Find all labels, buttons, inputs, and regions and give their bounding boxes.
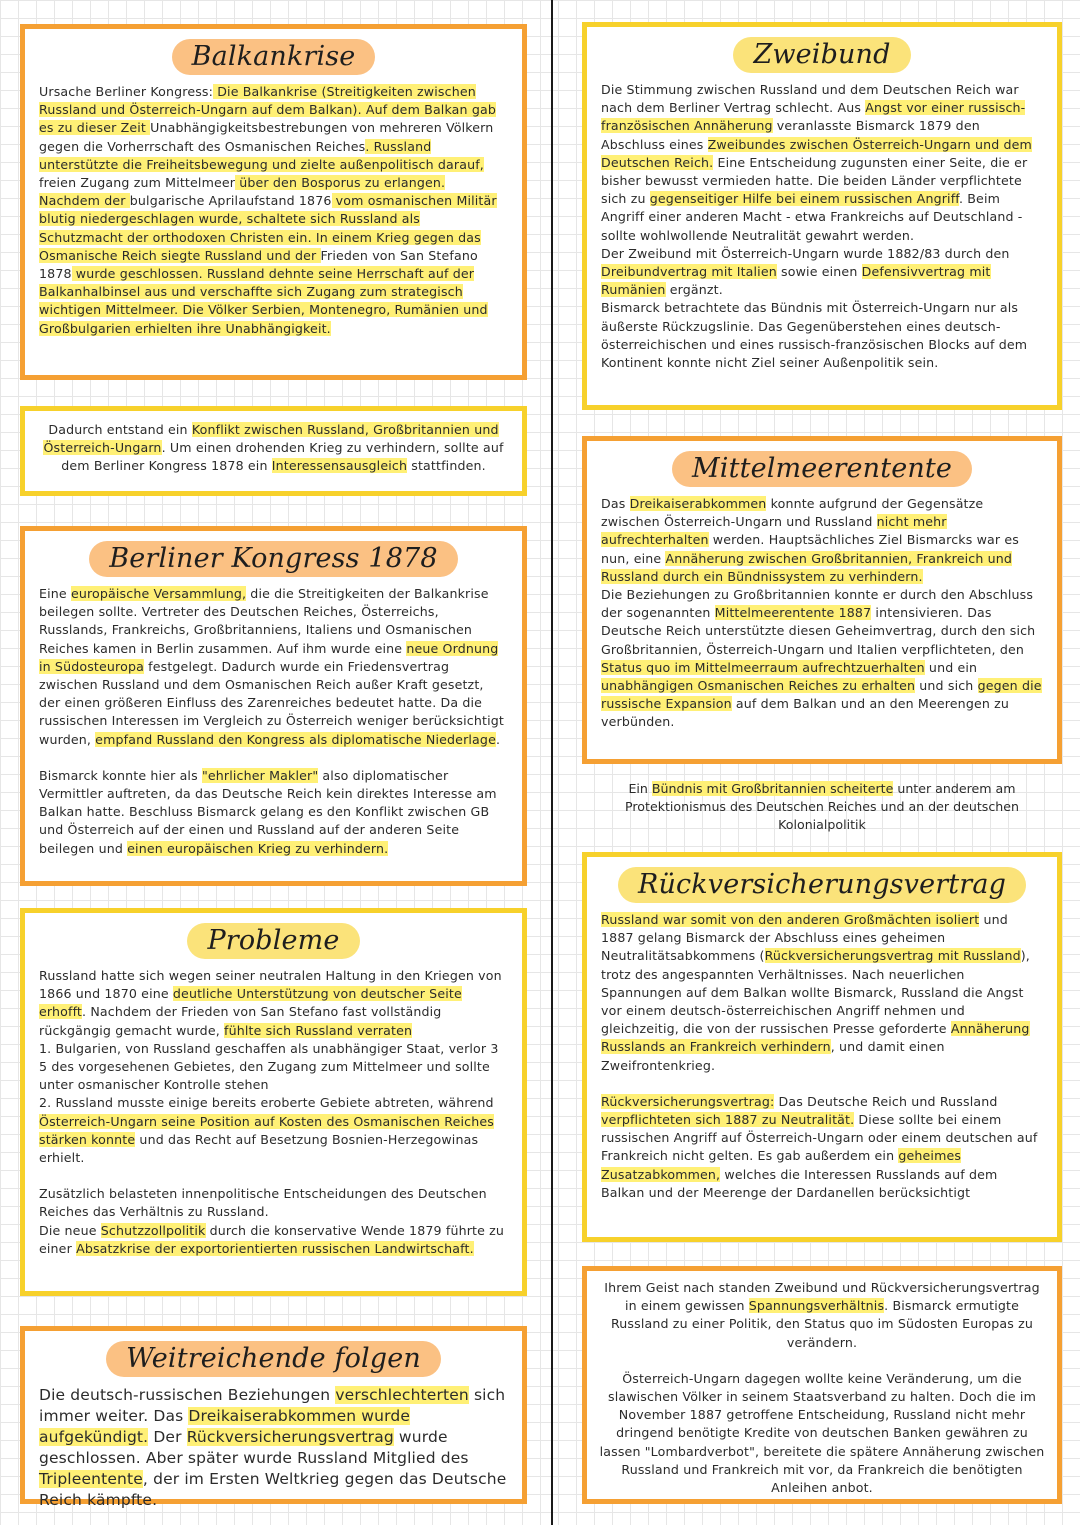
highlight: empfand Russland den Kongress als diplomatische Niederlage <box>95 731 496 747</box>
card-text <box>39 1222 508 1258</box>
highlight: Rückversicherungsvertrag mit Russland <box>764 948 1021 964</box>
highlight: Rückversicherungsvertrag: <box>601 1093 775 1109</box>
text-segment: Eine <box>39 586 71 601</box>
highlight: "ehrlicher Makler" <box>201 767 319 783</box>
highlight: neue Ordnung in Südosteuropa <box>39 640 499 674</box>
text-segment: bulgarische Aprilaufstand 1876 <box>129 193 332 209</box>
text-segment: . Bismarck ermutigte Russland zu einer Politik, den Status quo im Südosten Europas zu verändern. <box>610 1298 1034 1350</box>
center-divider <box>551 0 553 1525</box>
note-buendnis <box>600 780 1044 835</box>
highlight: Schutzzollpolitik <box>100 1222 206 1238</box>
highlight: . Russland unterstützte die Freiheitsbewegung und zielte außenpolitisch darauf, <box>39 138 484 172</box>
text-segment: Ursache Berliner Kongress: <box>39 84 214 99</box>
text-segment: stattfinden. <box>407 458 486 474</box>
text-segment: Russland hatte sich wegen seiner neutralen Haltung in den Kriegen von 1866 und 1870 eine <box>39 968 502 1002</box>
text-segment: Der Zweibund mit Österreich-Ungarn wurde 1882/83 durch den <box>601 245 1010 261</box>
text-segment: Der <box>148 1428 187 1446</box>
text-segment: Unabhängigkeitsbestrebungen von mehreren Völkern gegen die Vorherrschaft des Osmanischen Reiches <box>39 120 494 154</box>
highlight: wurde geschlossen. Russland dehnte seine Herrschaft auf der Balkanhalbinsel aus und verschaffte sich Zugang zum strategisch wichtigen Mittelmeer. Die Völker Serbien, Montenegro, Rumänien und Großbulgarien erhielten ihre Unabhängigkeit. <box>39 266 488 336</box>
card-title: Weitreichende folgen <box>106 1341 441 1377</box>
highlight: Angst vor einer russisch-französischen Annäherung <box>601 100 1026 134</box>
text-segment: also diplomatischer Vermittler auftreten, da das Deutsche Reich kein direktes Interesse am Balkan hatte. Beschluss Bismarck gelang es den Konflikt zwischen GB und Österreich auf der einen und Russland auf der anderen Seite beilegen und <box>39 767 497 856</box>
text-segment: , und damit einen Zweifrontenkrieg. <box>601 1039 945 1073</box>
text-segment: . Um einen drohenden Krieg zu verhindern, sollte auf dem Berliner Kongress 1878 ein <box>61 440 504 474</box>
card-text <box>39 1094 508 1167</box>
text-segment: und sich <box>915 678 978 694</box>
text-segment: wurde geschlossen. Aber später wurde Russland Mitglied des <box>39 1428 469 1467</box>
highlight: Annäherung Russlands an Frankreich verhindern <box>601 1021 1030 1055</box>
card-title: Mittelmeerentente <box>672 451 972 487</box>
text-segment: Die Stimmung zwischen Russland und dem Deutschen Reich war nach dem Berliner Vertrag schlecht. Aus <box>601 82 1019 116</box>
text-segment: durch die konservative Wende 1879 führte zu einer <box>39 1222 505 1256</box>
highlight: unabhängigen Osmanischen Reiches zu erhalten <box>601 678 916 694</box>
text-segment: unter anderem am Protektionismus des Deutschen Reiches und an der deutschen Kolonialpolitik <box>625 781 1019 833</box>
text-segment: konnte aufgrund der Gegensätze zwischen Österreich-Ungarn und Russland <box>601 496 984 530</box>
text-segment: Die Beziehungen zu Großbritannien konnte er durch den Abschluss der sogenannten <box>601 587 1034 621</box>
highlight: deutliche Unterstützung von deutscher Seite erhofft <box>39 986 462 1020</box>
card-geist <box>582 1266 1062 1504</box>
card-text <box>39 967 508 1040</box>
highlight: vom osmanischen Militär blutig niedergeschlagen wurde, schaltete sich Russland als Schutzmacht der orthodoxen Christen ein. In einem Krieg gegen das Osmanische Reich siegte Russland und der <box>39 193 497 263</box>
text-segment: ), trotz des angespannten Verhältnisses. Nach neuerlichen Spannungen auf dem Balkan wollte Bismarck, Russland die Angst vor einem deutsch-österreichischen Angriff nehmen und gleichzeitig, die von der russischen Presse geforderte <box>601 948 1030 1037</box>
text-segment: Eine Entscheidung zugunsten einer Seite, die er bisher bewusst vermieden hatte. Die beiden Länder verpflichtete sich zu <box>601 154 1028 207</box>
card-rueckversicherungsvertrag <box>582 852 1062 1242</box>
card-text <box>39 83 508 338</box>
highlight: fühlte sich Russland verraten <box>224 1022 413 1038</box>
card-text <box>601 1093 1043 1202</box>
text-segment: und 1887 gelang Bismarck der Abschluss eines geheimen Neutralitätsabkommens ( <box>601 912 1008 964</box>
highlight: nicht mehr aufrechterhalten <box>601 514 947 548</box>
card-text: Bismarck betrachtete das Bündnis mit Österreich-Ungarn nur als äußerste Rückzugslinie. Das Gegenüberstehen eines deutsch-österreichischen und eines russisch-französischen Blocks auf dem Kontinent konnte nicht Ziel seiner Außenpolitik sein. <box>601 300 1028 371</box>
card-dadurch <box>20 406 527 496</box>
text-segment: Das Deutsche Reich und Russland <box>774 1093 998 1109</box>
highlight: Status quo im Mittelmeerraum aufrechtzuerhalten <box>601 659 925 675</box>
text-segment: werden. Hauptsächliches Ziel Bismarcks war es nun, eine <box>601 532 1020 566</box>
card-text <box>39 421 508 476</box>
note-text <box>600 780 1044 835</box>
highlight: Russland war somit von den anderen Großmächten isoliert <box>601 912 980 927</box>
highlight: Annäherung zwischen Großbritannien, Frankreich und Russland durch ein Bündnissystem zu verhindern. <box>601 550 1013 584</box>
text-segment: Die neue <box>39 1222 101 1238</box>
card-text <box>601 495 1043 586</box>
highlight: Die Balkankrise (Streitigkeiten zwischen Russland und Österreich-Ungarn auf dem Balkan). Auf dem Balkan gab es zu dieser Zeit <box>39 84 496 136</box>
highlight: Bündnis mit Großbritannien scheiterte <box>651 781 894 796</box>
card-title: Zweibund <box>733 37 910 73</box>
highlight: Absatzkrise der exportorientierten russischen Landwirtschaft. <box>76 1240 474 1256</box>
highlight: gegenseitiger Hilfe bei einem russischen Angriff <box>649 191 959 207</box>
card-title: Balkankrise <box>172 39 376 75</box>
text-segment: . Beim Angriff einer anderen Macht - etwa Frankreichs auf Deutschland - sollte wohlwollende Neutralität gewahrt werden. <box>601 191 1023 243</box>
highlight: verpflichteten sich 1887 zu Neutralität. <box>601 1112 855 1128</box>
text-segment: die die Streitigkeiten der Balkankrise beilegen sollte. Vertreter des Deutschen Reiches, Österreichs, Russlands, Frankreichs, Großbritanniens, Italiens und Osmanischen Reiches kamen in Berlin zusammen. Auf ihm wurde eine <box>39 586 489 656</box>
highlight: Interessensausgleich <box>271 458 408 474</box>
highlight: Österreich-Ungarn seine Position auf Kosten des Osmanischen Reiches stärken konnte <box>39 1113 494 1147</box>
highlight: Tripleentente <box>39 1470 143 1488</box>
card-text <box>601 911 1043 1075</box>
text-segment: und ein <box>924 659 978 675</box>
highlight: Mittelmeerentente 1887 <box>714 605 872 621</box>
highlight: Defensivvertrag mit Rumänien <box>601 264 991 298</box>
text-segment: 2. Russland musste einige bereits eroberte Gebiete abtreten, während <box>39 1095 494 1111</box>
card-text <box>601 81 1043 245</box>
highlight: europäische Versammlung, <box>70 586 247 601</box>
card-text <box>39 585 508 749</box>
text-segment: intensivieren. Das Deutsche Reich unterstützte diesen Geheimvertrag, durch den sich Großbritannien, Österreich-Ungarn und Italien verpflichteten, den <box>601 605 1036 657</box>
card-text <box>601 245 1043 300</box>
highlight: Dreikaiserabkommen <box>629 496 767 511</box>
card-title: Berliner Kongress 1878 <box>89 541 457 577</box>
card-title: Probleme <box>187 923 359 959</box>
highlight: Zweibundes zwischen Österreich-Ungarn und dem Deutschen Reich. <box>601 136 1032 170</box>
text-segment: sowie einen <box>776 264 862 280</box>
card-zweibund <box>582 22 1062 410</box>
card-weitreichende-folgen <box>20 1326 527 1509</box>
highlight: verschlechterten <box>335 1386 469 1404</box>
text-segment: Frieden von San Stefano 1878 <box>39 247 478 282</box>
highlight: Spannungsverhältnis <box>748 1298 885 1314</box>
text-segment: festgelegt. Dadurch wurde ein Friedensvertrag zwischen Russland und dem Osmanischen Reich außer Kraft gesetzt, der einen größeren Einfluss des Zarenreiches bedeutet hatte. Da die russischen Interessen im Vergleich zu Österreich weniger berücksichtigt wurden, <box>39 658 504 747</box>
text-segment: Ihrem Geist nach standen Zweibund und Rückversicherungsvertrag in einem gewissen <box>604 1280 1040 1314</box>
card-text: Österreich-Ungarn dagegen wollte keine Veränderung, um die slawischen Völker in seinem Staatsverband zu halten. Doch die im November 1887 getroffene Entscheidung, Russland nicht mehr dringend benötigte Kredite von deutschen Banken gewähren zu lassen "Lombardverbot", bereitete die spätere Annäherung zwischen Russland und Frankreich mit vor, da Frankreich die benötigten Anleihen anbot. <box>599 1370 1045 1496</box>
card-text <box>601 586 1043 732</box>
text-segment: . <box>495 731 501 747</box>
card-mittelmeerentente <box>582 436 1062 764</box>
card-berliner-kongress <box>20 526 527 886</box>
highlight: Dreikaiserabkommen wurde aufgekündigt. <box>39 1407 411 1446</box>
text-segment: , der im Ersten Weltkrieg gegen das Deutsche Reich kämpfte. <box>39 1470 507 1509</box>
highlight: gegen die russische Expansion <box>601 678 1042 712</box>
text-segment: . Nachdem der Frieden von San Stefano fast vollständig rückgängig gemacht wurde, <box>39 1004 442 1038</box>
text-segment: Bismarck konnte hier als <box>39 767 202 783</box>
text-segment: welches die Interessen Russlands auf dem Balkan und der Meerenge der Dardanellen berücksichtigt <box>601 1166 998 1200</box>
highlight: Dreibundvertrag mit Italien <box>601 264 777 280</box>
card-title: Rückversicherungsvertrag <box>618 867 1026 903</box>
card-balkankrise <box>20 24 527 380</box>
text-segment: Dadurch entstand ein <box>48 422 192 437</box>
text-segment: freien Zugang zum Mittelmeer <box>39 175 236 191</box>
text-segment: ergänzt. <box>665 282 723 298</box>
text-segment: sich immer weiter. Das <box>39 1386 506 1425</box>
card-text: Zusätzlich belasteten innenpolitische Entscheidungen des Deutschen Reiches das Verhältnis zu Russland. <box>39 1186 487 1220</box>
text-segment: veranlasste Bismarck 1879 den Abschluss eines <box>601 118 980 152</box>
card-text <box>39 1385 508 1511</box>
highlight: Rückversicherungsvertrag <box>186 1428 394 1446</box>
card-text <box>597 1279 1047 1352</box>
text-segment: und das Recht auf Besetzung Bosnien-Herzegowinas erhielt. <box>39 1131 479 1166</box>
highlight: einen europäischen Krieg zu verhindern. <box>127 840 389 856</box>
text-segment: Das <box>601 496 630 511</box>
highlight: Konflikt zwischen Russland, Großbritannien und Österreich-Ungarn <box>43 422 499 456</box>
text-segment: Diese sollte bei einem russischen Angriff auf Österreich-Ungarn oder einem deutschen auf Frankreich nicht gelten. Es gab außerdem ein <box>601 1112 1038 1164</box>
text-segment: Ein <box>628 781 652 796</box>
text-segment: auf dem Balkan und an den Meerengen zu verbünden. <box>601 696 1010 730</box>
highlight: geheimes Zusatzabkommen, <box>601 1148 962 1182</box>
text-segment: Die deutsch-russischen Beziehungen <box>39 1386 336 1404</box>
card-text: 1. Bulgarien, von Russland geschaffen als unabhängiger Staat, verlor 3 5 des vorgesehenen Gebietes, den Zugang zum Mittelmeer und sollte unter osmanischer Kontrolle stehen <box>39 1040 499 1093</box>
card-text <box>39 767 508 858</box>
highlight: über den Bosporus zu erlangen. Nachdem der <box>39 175 446 209</box>
card-probleme <box>20 908 527 1296</box>
